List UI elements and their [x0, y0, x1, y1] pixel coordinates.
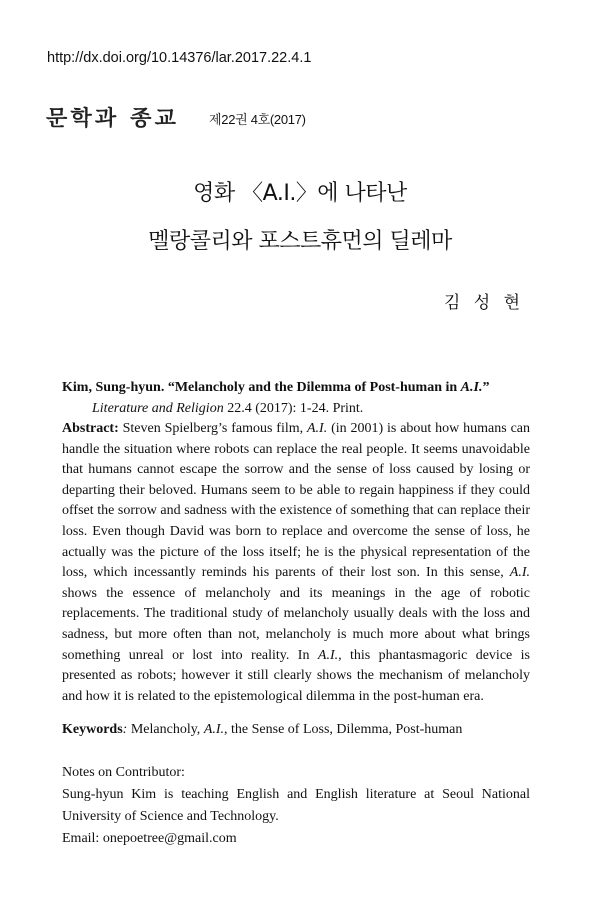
journal-logo: 문학과 종교: [46, 106, 180, 130]
contributor-notes: [62, 762, 530, 850]
citation: [62, 378, 530, 419]
citation-details: 22.4 (2017): 1-24. Print.: [227, 400, 364, 416]
contributor-bio: Sung-hyun Kim is teaching English and English literature at Seoul National University of Science and Technology.: [62, 787, 530, 824]
abstract-label: Abstract:: [62, 421, 119, 436]
keywords-label: Keywords: [62, 722, 123, 737]
abstract: Abstract: Steven Spielberg’s famous film, A.I. (in 2001) is about how humans can handle the situation where robots can replace the real people. It seems unavoidable that humans cannot escape the sorrow and the sense of loss caused by losing or departing their beloved. Humans seem to be able to regain happiness if they could offset the sorrow and sadness with the existence of something that can replace their loss. Even though David was born to replace and overcome the sense of loss, he actually was the picture of the loss itself; he is the physical representation of the loss, which incessantly reminds his parents of their lost son. In this sense, A.I. shows the essence of melancholy and its meanings in the age of robotic replacements. The traditional study of melancholy usually deals with the loss and sadness, but more often than not, melancholy is much more about what brings something unreal or lost into reality. In A.I., this phantasmagoric device is presented as robots; however it still clearly shows the mechanism of melancholy and how it is related to the epistemological dilemma in the post-human era.: [62, 421, 531, 704]
citation-journal: Literature and Religion: [92, 400, 224, 416]
paper-title-line-2: 멜랑콜리와 포스트휴먼의 딜레마: [148, 229, 452, 254]
contributor-email[interactable]: Email: onepoetree@gmail.com: [62, 831, 237, 846]
volume-issue: 제22권 4호(2017): [209, 112, 306, 127]
notes-heading: Notes on Contributor:: [62, 765, 185, 780]
author-name: 김 성 현: [443, 293, 524, 313]
paper-title-line-1: 영화 〈A.I.〉에 나타난: [193, 181, 407, 206]
keywords: Keywords: Melancholy, A.I., the Sense of Loss, Dilemma, Post-human: [62, 722, 463, 737]
citation-film-title: A.I.: [460, 380, 483, 395]
citation-author: Kim, Sung-hyun.: [62, 380, 165, 395]
doi-link[interactable]: http://dx.doi.org/10.14376/lar.2017.22.4.1: [47, 50, 312, 66]
citation-title: “Melancholy and the Dilemma of Post-human in A.I.”: [167, 380, 490, 395]
